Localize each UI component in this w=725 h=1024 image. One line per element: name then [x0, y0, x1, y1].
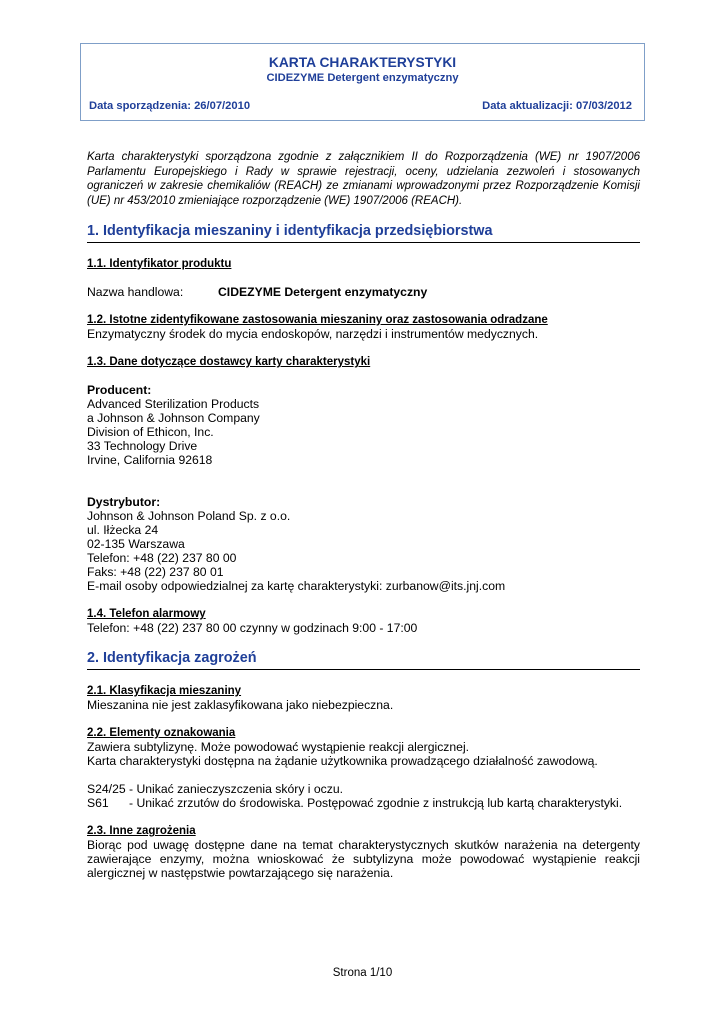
section-2-heading: 2. Identyfikacja zagrożeń — [87, 649, 640, 670]
document-header — [80, 43, 645, 121]
trade-name-row — [87, 285, 640, 299]
section-2-3-heading: 2.3. Inne zagrożenia — [87, 825, 196, 837]
producer-line: Irvine, California 92618 — [87, 453, 213, 467]
intro-paragraph: Karta charakterystyki sporządzona zgodnie z załącznikiem II do Rozporządzenia (WE) nr 1907/2006 Parlamentu Europejskiego i Rady w sprawie rejestracji, oceny, udzielania zezwoleń i stosowanych ograniczeń w zakresie chemikaliów (REACH) ze zmianami wprowadzonymi przez Rozporządzenie Komisji (UE) nr 453/2010 zmieniające rozporządzenie (WE) 1907/2006 (REACH). — [87, 151, 640, 207]
section-2-1-text: Mieszanina nie jest zaklasyfikowana jako niebezpieczna. — [87, 698, 394, 712]
section-1-3-heading: 1.3. Dane dotyczące dostawcy karty charakterystyki — [87, 356, 371, 368]
section-1-2-text: Enzymatyczny środek do mycia endoskopów, narzędzi i instrumentów medycznych. — [87, 327, 539, 341]
section-2-3-text: Biorąc pod uwagę dostępne dane na temat charakterystycznych skutków narażenia na detergenty zawierające enzymy, można wnioskować że subtylizyna może powodować wystąpienie reakcji alergicznej w następstwie powtarzającego się narażenia. — [87, 838, 640, 880]
safety-phrase-text: - Unikać zrzutów do środowiska. Postępować zgodnie z instrukcją lub kartą charakterystyki. — [129, 796, 623, 810]
prepared-date: Data sporządzenia: 26/07/2010 — [89, 100, 251, 112]
document-body — [87, 150, 640, 880]
distributor-line: 02-135 Warszawa — [87, 537, 185, 551]
section-2-2-line: Karta charakterystyki dostępna na żądanie użytkownika prowadzącego działalność zawodową. — [87, 754, 598, 768]
section-1-2-heading: 1.2. Istotne zidentyfikowane zastosowania mieszaniny oraz zastosowania odradzane — [87, 314, 548, 326]
trade-name-label: Nazwa handlowa: — [87, 285, 184, 299]
page-number: Strona 1/10 — [332, 967, 393, 979]
section-2-1-heading: 2.1. Klasyfikacja mieszaniny — [87, 685, 242, 697]
producer-line: Division of Ethicon, Inc. — [87, 425, 214, 439]
distributor-line: ul. Iłżecka 24 — [87, 523, 159, 537]
producer-line: Advanced Sterilization Products — [87, 397, 260, 411]
section-1-4-heading: 1.4. Telefon alarmowy — [87, 608, 206, 620]
distributor-line: Faks: +48 (22) 237 80 01 — [87, 565, 224, 579]
emergency-phone-text: Telefon: +48 (22) 237 80 00 czynny w godzinach 9:00 - 17:00 — [87, 621, 418, 635]
section-1-1-heading: 1.1. Identyfikator produktu — [87, 258, 232, 270]
updated-date: Data aktualizacji: 07/03/2012 — [482, 100, 632, 112]
safety-phrase-row — [87, 782, 640, 796]
trade-name-value: CIDEZYME Detergent enzymatyczny — [218, 285, 428, 299]
safety-phrase-row — [87, 796, 640, 810]
producer-label: Producent: — [87, 383, 152, 397]
safety-phrase-text: - Unikać zanieczyszczenia skóry i oczu. — [129, 782, 344, 796]
producer-line: 33 Technology Drive — [87, 439, 198, 453]
producer-line: a Johnson & Johnson Company — [87, 411, 260, 425]
section-2-2-line: Zawiera subtylizynę. Może powodować wystąpienie reakcji alergicznej. — [87, 740, 470, 754]
distributor-email-line: E-mail osoby odpowiedzialnej za kartę charakterystyki: zurbanow@its.jnj.com — [87, 579, 506, 593]
section-2-2-heading: 2.2. Elementy oznakowania — [87, 727, 236, 739]
safety-phrase-code: S61 — [87, 796, 109, 810]
product-subtitle: CIDEZYME Detergent enzymatyczny — [266, 72, 459, 84]
document-title: KARTA CHARAKTERYSTYKI — [268, 55, 457, 70]
distributor-line: Telefon: +48 (22) 237 80 00 — [87, 551, 237, 565]
distributor-label: Dystrybutor: — [87, 495, 161, 509]
safety-phrase-code: S24/25 — [87, 782, 126, 796]
distributor-line: Johnson & Johnson Poland Sp. z o.o. — [87, 509, 291, 523]
section-1-heading: 1. Identyfikacja mieszaniny i identyfikacja przedsiębiorstwa — [87, 222, 640, 243]
